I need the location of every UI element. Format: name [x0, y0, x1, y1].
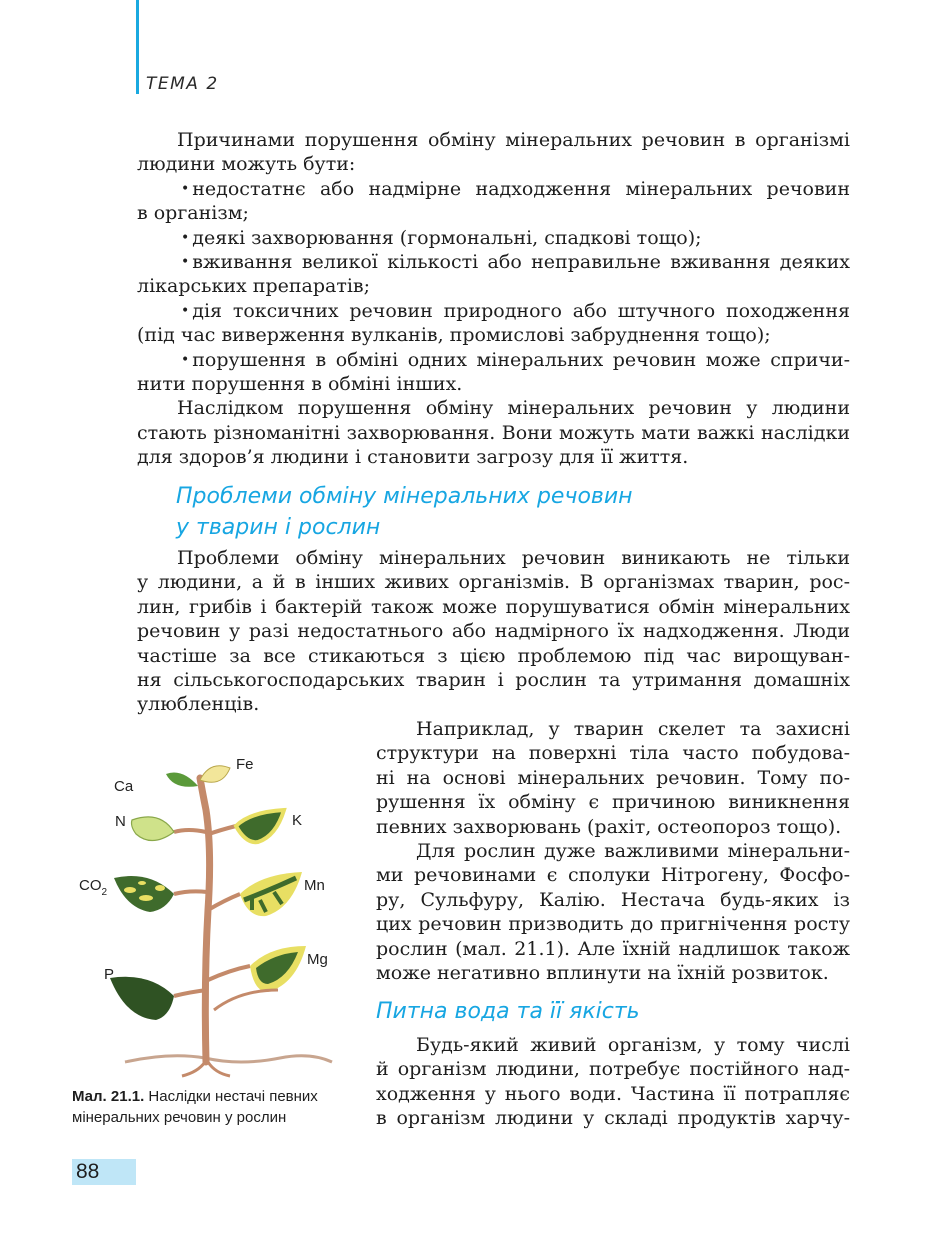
consequence-line: для здоров’я людини і становити загрозу для її життя. [137, 446, 689, 469]
para-line: ми речовинами є сполуки Нітрогену, Фосфо- [376, 864, 850, 887]
section1-para2 [376, 717, 850, 985]
label-co2: $CO_2$ [79, 877, 108, 898]
para-line: структури на поверхні тіла часто побудова- [376, 742, 850, 765]
para-line: улюбленців. [137, 693, 260, 716]
label-n: N [115, 813, 126, 830]
intro-block [137, 128, 850, 469]
para-line: речовин у разі недостатнього або надмірного їх надходження. Люди [137, 620, 850, 643]
page-number: 88 [76, 1160, 100, 1183]
label-mg: Mg [307, 951, 328, 968]
leaf-spot [138, 881, 146, 885]
para-line: ру, Сульфуру, Калію. Нестача будь-яких із [376, 888, 850, 911]
bullet-item-cont: (під час виверження вулканів, промислові забруднення тощо); [137, 324, 771, 347]
caption-text: Наслідки нестачі певних [144, 1088, 318, 1105]
leaf-fe [200, 766, 230, 783]
intro-line: Причинами порушення обміну мінеральних речовин в організмі [177, 129, 850, 151]
bullet-dot: • [181, 302, 190, 319]
leaf-spot [139, 895, 153, 901]
bullet-item-cont: в організм; [137, 202, 249, 225]
label-k: K [292, 812, 303, 829]
consequence-line: Наслідком порушення обміну мінеральних речовин у людини [177, 397, 850, 420]
bullet-item: • дія токсичних речовин природного або штучного походження [181, 299, 850, 322]
para-line: й організм людини, потребує постійного над- [376, 1058, 850, 1081]
header-accent-bar [136, 0, 139, 94]
bullet-dot: • [181, 180, 190, 197]
leaf-ca [166, 773, 198, 787]
para-line: рослин (мал. 21.1). Але їхній надлишок також [376, 937, 850, 960]
bullet-dot: • [181, 253, 190, 270]
para-line: лин, грибів і бактерій також може порушуватися обмін мінеральних [137, 595, 850, 618]
label-fe: Fe [236, 756, 254, 773]
section1-para1 [137, 546, 850, 717]
intro-line: людини можуть бути: [137, 153, 356, 176]
bullet-dot: • [181, 229, 190, 246]
para-line: Будь-який живий організм, у тому числі [416, 1034, 850, 1056]
para-line: частіше за все стикаються з цією проблемою під час вирощуван- [137, 644, 850, 667]
bullet-item: • порушення в обміні одних мінеральних речовин може спричи- [181, 348, 850, 371]
leaf-n [132, 817, 175, 841]
para-line: рушення їх обміну є причиною виникнення [376, 791, 850, 814]
plant-deficiency-figure [70, 740, 370, 1080]
soil-line [125, 1056, 332, 1062]
bullet-item-cont: лікарських препаратів; [137, 275, 371, 298]
leaf-p [110, 977, 174, 1020]
para-line: цих речовин призводить до пригнічення росту [376, 913, 850, 936]
para-line: може негативно вплинути на їхній розвиток. [376, 961, 829, 984]
bullet-dot: • [181, 351, 190, 368]
section-heading-minerals [176, 481, 633, 543]
heading-line: Проблеми обміну мінеральних речовин [176, 484, 633, 509]
section-heading-water: Питна вода та її якість [376, 999, 640, 1024]
bullet-item: • вживання великої кількості або неправильне вживання деяких [181, 250, 850, 273]
para-line: Наприклад, у тварин скелет та захисні [416, 718, 850, 740]
leaf-stalk [214, 990, 278, 1010]
leaf-k [236, 810, 284, 842]
para-line: Для рослин дуже важливими мінеральни- [416, 839, 850, 862]
heading-line: у тварин і рослин [176, 515, 381, 540]
para-line: ня сільськогосподарських тварин і рослин та утримання домашніх [137, 668, 850, 691]
para-line: у людини, а й в інших живих організмів. В організмах тварин, рос- [137, 571, 850, 594]
bullet-item: • деякі захворювання (гормональні, спадкові тощо); [181, 226, 702, 249]
para-line: ходження у нього води. Частина її потрапляє [376, 1082, 850, 1105]
para-line: певних захворювань (рахіт, остеопороз тощо). [376, 815, 842, 838]
plant-stem [200, 778, 210, 1062]
leaf-spot [124, 887, 136, 893]
label-ca: Ca [114, 778, 134, 795]
para-line: ні на основі мінеральних речовин. Тому по- [376, 766, 850, 789]
leaf-spot [155, 885, 165, 891]
caption-text: мінеральних речовин у рослин [72, 1109, 287, 1126]
bullet-item-cont: нити порушення в обміні інших. [137, 372, 463, 395]
topic-label: ТЕМА 2 [146, 74, 219, 94]
label-mn: Mn [304, 877, 325, 894]
caption-number: Мал. 21.1. [72, 1088, 145, 1105]
para-line: в організм людини у складі продуктів харчу- [376, 1107, 850, 1130]
label-p: P [104, 966, 115, 983]
bullet-item: • недостатнє або надмірне надходження мінеральних речовин [181, 177, 850, 200]
figure-caption [72, 1086, 372, 1128]
para-line: Проблеми обміну мінеральних речовин виникають не тільки [177, 547, 850, 569]
consequence-line: стають різноманітні захворювання. Вони можуть мати важкі наслідки [137, 421, 850, 444]
section2-para [376, 1033, 850, 1131]
